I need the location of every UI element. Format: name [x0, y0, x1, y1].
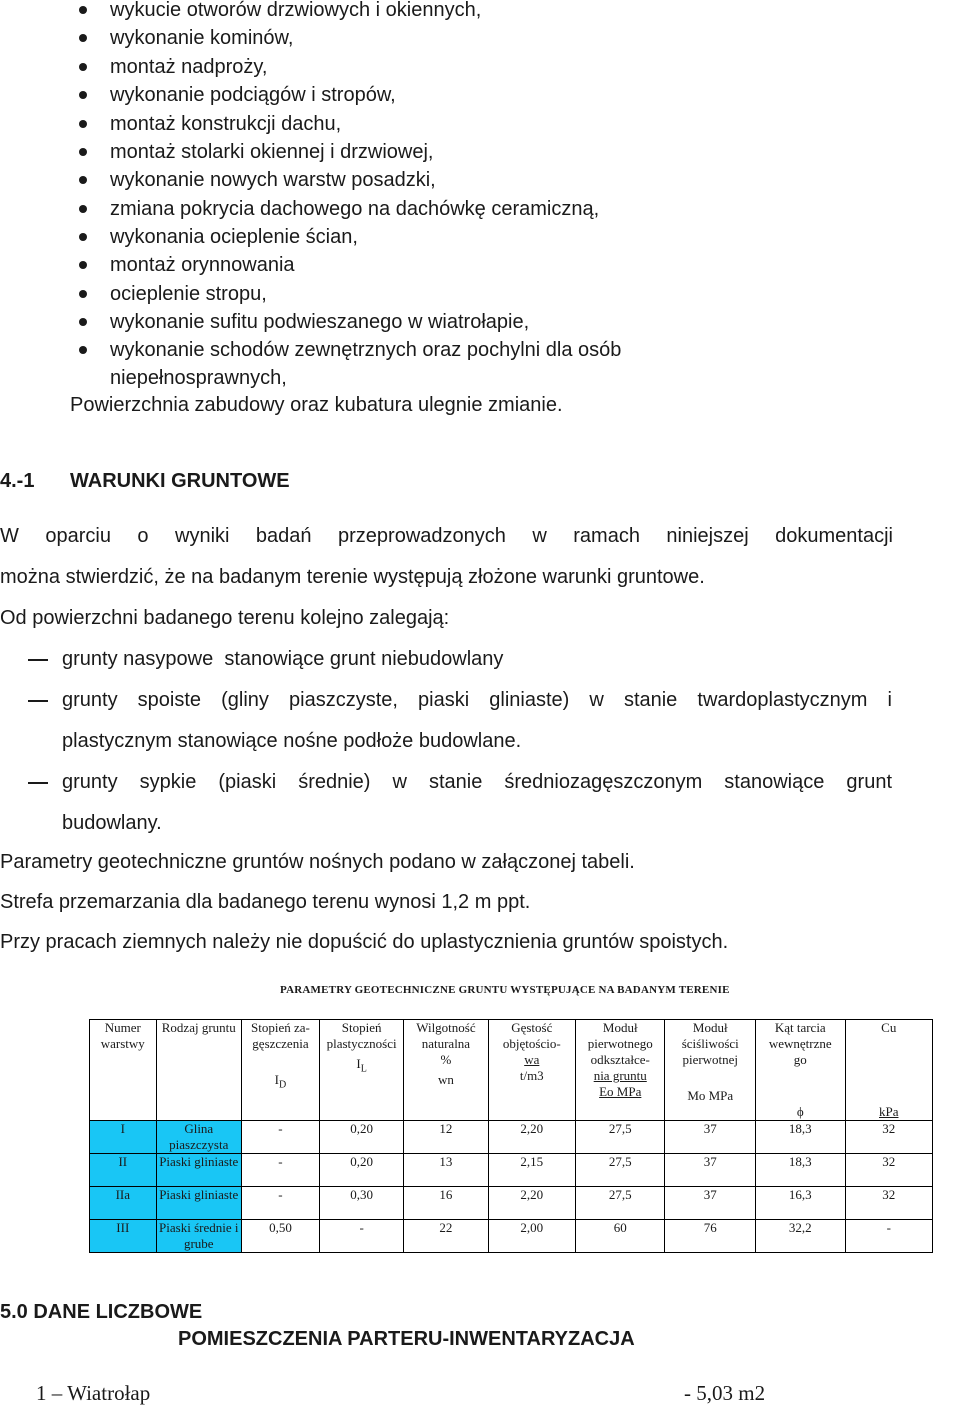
table-cell: 27,5	[575, 1154, 665, 1187]
table-cell: 13	[404, 1154, 488, 1187]
table-cell: Piaski gliniaste	[156, 1187, 241, 1220]
section-subheading: POMIESZCZENIA PARTERU-INWENTARYZACJA	[178, 1328, 635, 1350]
section-number: 4.-1	[0, 470, 35, 492]
table-cell: 0,20	[319, 1154, 403, 1187]
header-cell: Moduł ściśliwości pierwotnej Mo MPa	[665, 1020, 756, 1121]
table-cell: 27,5	[575, 1121, 665, 1154]
header-cell: Wilgotność naturalna % wn	[404, 1020, 488, 1121]
table-cell: 37	[665, 1154, 756, 1187]
dash-marker	[28, 782, 48, 784]
list-item: montaż orynnowania	[110, 254, 295, 276]
dash-item-text: grunty spoiste (gliny piaszczyste, piaski gliniaste) w stanie twardoplastycznym i	[62, 689, 892, 711]
dash-marker	[28, 659, 48, 661]
list-item: wykonania ocieplenie ścian,	[110, 226, 358, 248]
paragraph-line: W oparciu o wyniki badań przeprowadzonych w ramach niniejszej dokumentacji	[0, 525, 893, 547]
table-cell: 32	[845, 1121, 932, 1154]
table-cell: 76	[665, 1220, 756, 1253]
table-cell: II	[90, 1154, 157, 1187]
table-row	[90, 1121, 933, 1154]
header-cell: Kąt tarcia wewnętrzne go ϕ	[756, 1020, 846, 1121]
dash-item-text: grunty nasypowe stanowiące grunt niebudowlany	[62, 648, 504, 670]
header-cell: Rodzaj gruntu	[156, 1020, 241, 1121]
room-area: - 5,03 m2	[684, 1381, 766, 1405]
dash-item	[62, 770, 892, 794]
table-cell: 2,20	[488, 1121, 575, 1154]
list-item: wykonanie kominów,	[110, 27, 294, 49]
list-item-continuation: niepełnosprawnych,	[110, 367, 287, 389]
list-item: montaż konstrukcji dachu,	[110, 113, 342, 135]
header-cell: Gęstość objętościo- wa t/m3	[488, 1020, 575, 1121]
table-cell: -	[845, 1220, 932, 1253]
table-row	[90, 1154, 933, 1187]
table-row	[90, 1220, 933, 1253]
paragraph: Parametry geotechniczne gruntów nośnych podano w załączonej tabeli.	[0, 851, 635, 873]
dash-item	[62, 688, 892, 712]
header-cell: Numer warstwy	[90, 1020, 157, 1121]
list-item: wykonanie schodów zewnętrznych oraz pochylni dla osób	[110, 339, 622, 361]
table-header-row	[90, 1020, 933, 1121]
table-cell: -	[319, 1220, 403, 1253]
table-cell: -	[241, 1121, 319, 1154]
table-cell: -	[241, 1154, 319, 1187]
paragraph: Od powierzchni badanego terenu kolejno zalegają:	[0, 607, 450, 629]
list-item: wykonanie sufitu podwieszanego w wiatrołapie,	[110, 311, 530, 333]
table-cell: 32	[845, 1154, 932, 1187]
table-cell: 37	[665, 1121, 756, 1154]
list-item: ocieplenie stropu,	[110, 283, 267, 305]
table-cell: Piaski średnie i grube	[156, 1220, 241, 1253]
dash-item-text: grunty sypkie (piaski średnie) w stanie średniozagęszczonym stanowiące grunt	[62, 771, 892, 793]
table-cell: 22	[404, 1220, 488, 1253]
list-item: wykonanie podciągów i stropów,	[110, 84, 396, 106]
table-row	[90, 1187, 933, 1220]
table-cell: 16	[404, 1187, 488, 1220]
table-cell: 2,00	[488, 1220, 575, 1253]
table-cell: 27,5	[575, 1187, 665, 1220]
table-cell: 32	[845, 1187, 932, 1220]
paragraph: Przy pracach ziemnych należy nie dopuścić do uplastycznienia gruntów spoistych.	[0, 931, 729, 953]
table-cell: 37	[665, 1187, 756, 1220]
dash-item-continuation: budowlany.	[62, 812, 162, 834]
table-cell: 0,20	[319, 1121, 403, 1154]
header-cell: Cu kPa	[845, 1020, 932, 1121]
paragraph: Strefa przemarzania dla badanego terenu wynosi 1,2 m ppt.	[0, 891, 531, 913]
table-cell: IIa	[90, 1187, 157, 1220]
table-cell: 2,20	[488, 1187, 575, 1220]
table-cell: 18,3	[756, 1121, 846, 1154]
table-cell: 18,3	[756, 1154, 846, 1187]
list-item: wykucie otworów drzwiowych i okiennych,	[110, 0, 482, 21]
header-cell: Moduł pierwotnego odkształce- nia gruntu Eo MPa	[575, 1020, 665, 1121]
header-cell: Stopień plastyczności $I_L$	[319, 1020, 403, 1121]
table-cell: 16,3	[756, 1187, 846, 1220]
dash-marker	[28, 700, 48, 702]
header-cell: Stopień za- gęszczenia $I_D$	[241, 1020, 319, 1121]
table-cell: 60	[575, 1220, 665, 1253]
paragraph-line: można stwierdzić, że na badanym terenie występują złożone warunki gruntowe.	[0, 566, 705, 588]
table-cell: 0,30	[319, 1187, 403, 1220]
summary-line: Powierzchnia zabudowy oraz kubatura ulegnie zmianie.	[70, 394, 563, 416]
table-cell: I	[90, 1121, 157, 1154]
table-cell: III	[90, 1220, 157, 1253]
geotechnical-table	[89, 1019, 933, 1253]
dash-item	[62, 647, 892, 671]
table-title: PARAMETRY GEOTECHNICZNE GRUNTU WYSTĘPUJĄCE NA BADANYM TERENIE	[280, 984, 730, 996]
table-cell: 32,2	[756, 1220, 846, 1253]
room-label: 1 – Wiatrołap	[36, 1381, 151, 1405]
table-cell: -	[241, 1187, 319, 1220]
list-item: wykonanie nowych warstw posadzki,	[110, 169, 436, 191]
dash-item-continuation: plastycznym stanowiące nośne podłoże budowlane.	[62, 730, 522, 752]
table-cell: 2,15	[488, 1154, 575, 1187]
table-cell: Piaski gliniaste	[156, 1154, 241, 1187]
list-item: montaż stolarki okiennej i drzwiowej,	[110, 141, 434, 163]
section-title: WARUNKI GRUNTOWE	[70, 470, 290, 492]
list-item: zmiana pokrycia dachowego na dachówkę ceramiczną,	[110, 198, 600, 220]
section-heading: 5.0 DANE LICZBOWE	[0, 1301, 203, 1323]
list-item: montaż nadproży,	[110, 56, 268, 78]
table-cell: 0,50	[241, 1220, 319, 1253]
table-cell: Glina piaszczysta	[156, 1121, 241, 1154]
table-cell: 12	[404, 1121, 488, 1154]
